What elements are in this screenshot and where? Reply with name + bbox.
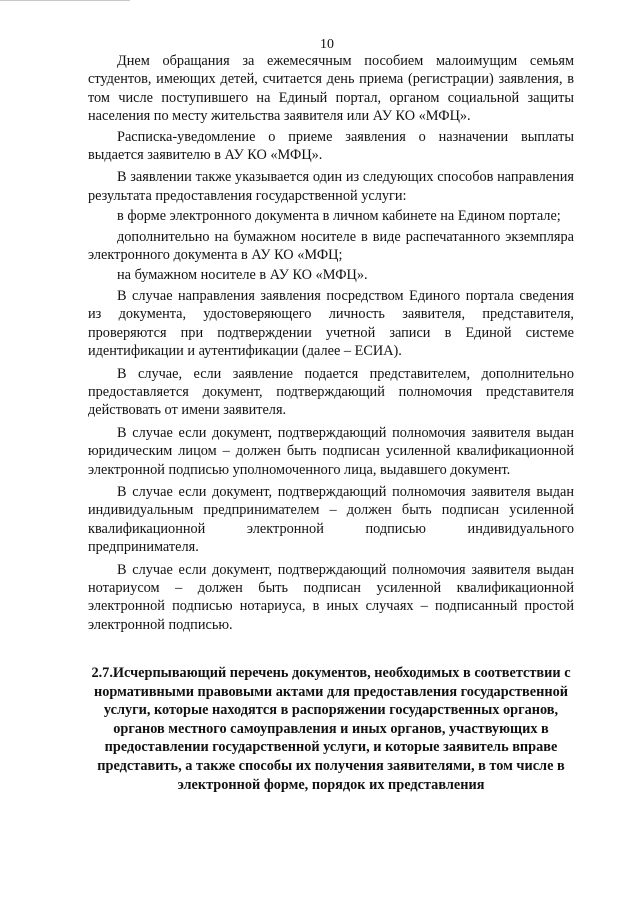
section-heading-2-7: 2.7.Исчерпывающий перечень документов, необходимых в соответствии с нормативными правовыми актами для предоставления государственной услуги, которые находятся в распоряжении государственных органов, органов местного самоуправления и иных органов, участвующих в предоставлении государственной услуги, и которые заявитель вправе представить, а также способы их получения заявителями, в том числе в электронной форме, порядок их представления [91,665,571,793]
paragraph-method-paper: на бумажном носителе в АУ КО «МФЦ». [117,267,368,284]
paragraph-entrepreneur: В случае если документ, подтверждающий полномочия заявителя выдан индивидуальным предпринимателем – должен быть подписан усиленной квалификационной электронной подписью индивидуального предпринимателя. [88,483,574,556]
page-number: 10 [320,37,334,52]
paragraph-application-date: Днем обращания за ежемесячным пособием малоимущим семьям студентов, имеющих детей, считается день приема (регистрации) заявления, в том числе поступившего на Единый портал, органом социальной защиты населения по месту жительства заявителя или АУ КО «МФЦ». [88,53,574,125]
paragraph-receipt-notice: Расписка-уведомление о приеме заявления о назначении выплаты выдается заявителю в АУ КО «МФЦ». [88,128,574,164]
scan-edge-line [0,0,130,1]
document-body [88,52,574,636]
paragraph-representative: В случае, если заявление подается представителем, дополнительно предоставляется документ, подтверждающий полномочия представителя действовать от имени заявителя. [88,365,574,419]
paragraph-result-methods: В заявлении также указывается один из следующих способов направления результата предоставления государственной услуги: [88,169,574,204]
paragraph-method-electronic: в форме электронного документа в личном кабинете на Едином портале; [117,208,561,225]
paragraph-notary: В случае если документ, подтверждающий полномочия заявителя выдан нотариусом – должен быть подписан усиленной квалификационной электронной подписью нотариуса, в иных случаях – подписанный простой электронной подписью. [88,561,574,633]
paragraph-method-printed-copy: дополнительно на бумажном носителе в виде распечатанного экземпляра электронного документа в АУ КО «МФЦ; [88,228,574,264]
paragraph-esia-verification: В случае направления заявления посредством Единого портала сведения из документа, удостоверяющего личность заявителя, представителя, проверяются при подтверждении учетной записи в Единой системе идентификации и аутентификации (далее – ЕСИА). [88,287,574,360]
paragraph-legal-entity: В случае если документ, подтверждающий полномочия заявителя выдан юридическим лицом – должен быть подписан усиленной квалификационной электронной подписью уполномоченного лица, выдавшего документ. [88,424,574,478]
